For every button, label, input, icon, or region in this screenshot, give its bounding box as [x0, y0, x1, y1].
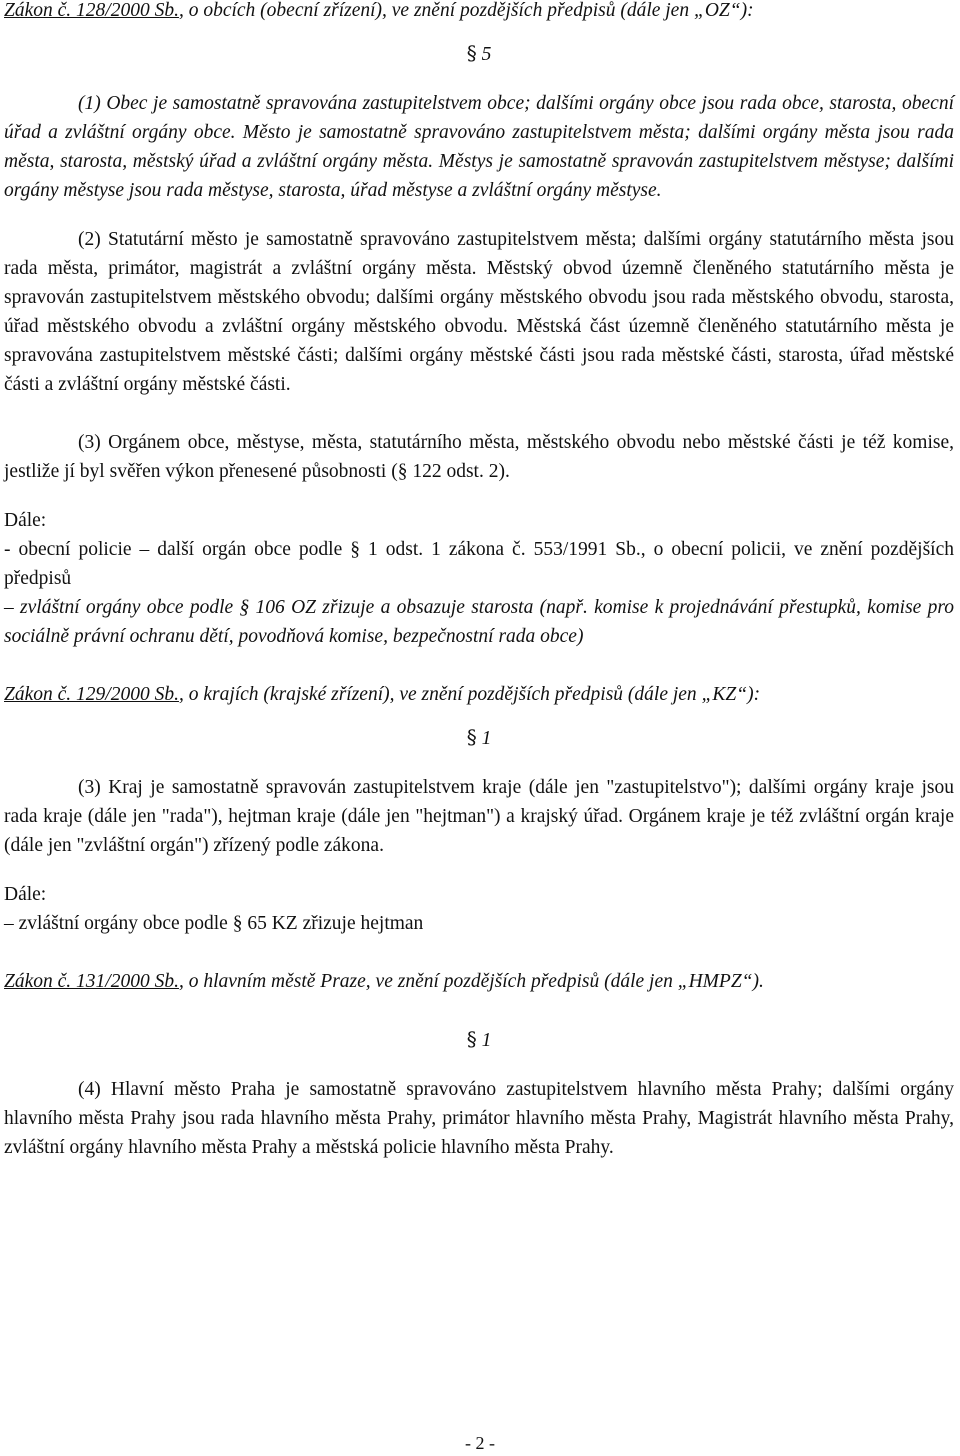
law-oz-list-item-1: - obecní policie – další orgán obce podle § 1 odst. 1 zákona č. 553/1991 Sb., o obecní policii, ve znění pozdějších předpisů [4, 539, 954, 589]
law-oz-section-number: 5 [481, 44, 492, 65]
law-kz-paragraph-3: (3) Kraj je samostatně spravován zastupitelstvem kraje (dále jen "zastupitelstvo"); dalšími orgány kraje jsou rada kraje (dále jen "rada"), hejtman kraje (dále jen "hejtman") a krajský úřad. Orgánem kraje je též zvláštní orgán kraje (dále jen "zvláštní orgán") zřízený podle zákona. [4, 777, 954, 856]
law-hmpz-paragraph-4: (4) Hlavní město Praha je samostatně spravováno zastupitelstvem hlavního města Prahy; dalšími orgány hlavního města Prahy jsou rada hlavního města Prahy, primátor hlavního města Prahy, Magistrát hlavního města Prahy, zvláštní orgány hlavního města Prahy a městská policie hlavního města Prahy. [4, 1079, 954, 1158]
law-hmpz-desc: , o hlavním městě Praze, ve znění pozdějších předpisů (dále jen [178, 971, 673, 992]
law-oz-title[interactable]: Zákon č. 128/2000 Sb. [4, 0, 179, 21]
law-kz-list-item-1: – zvláštní orgány obce podle § 65 KZ zřizuje hejtman [4, 913, 424, 934]
law-oz-paragraph-2: (2) Statutární město je samostatně spravováno zastupitelstvem města; dalšími orgány statutárního města jsou rada města, primátor, magistrát a zvláštní orgány města. Městský obvod územně členěného statutárního města je spravován zastupitelstvem městského obvodu; dalšími orgány městského obvodu jsou rada městského obvodu, starosta, úřad městského obvodu a zvláštní orgány městského obvodu. Městská část územně členěného statutárního města je spravována zastupitelstvem městské části; dalšími orgány městské části jsou rada městské části, starosta, úřad městské části a zvláštní orgány městské části. [4, 229, 954, 395]
section-sign-icon: § [466, 725, 477, 749]
law-oz-heading [4, 0, 954, 25]
law-kz-section-number: 1 [481, 728, 492, 749]
law-kz-section [4, 723, 954, 753]
law-hmpz-abbr: „HMPZ“). [677, 971, 764, 992]
law-kz-heading [4, 680, 954, 709]
law-oz-abbr: „OZ“): [693, 0, 754, 21]
law-oz-desc: , o obcích (obecní zřízení), ve znění pozdějších předpisů (dále jen [178, 0, 690, 21]
law-hmpz-heading [4, 967, 954, 996]
law-hmpz-title[interactable]: Zákon č. 131/2000 Sb. [4, 971, 179, 992]
section-sign-icon: § [466, 41, 477, 65]
section-sign-icon: § [466, 1027, 477, 1051]
law-kz-abbr: „KZ“): [701, 684, 761, 705]
law-oz-section [4, 39, 954, 69]
page-number: - 2 - [465, 1433, 495, 1453]
law-kz-dale-label: Dále: [4, 884, 47, 905]
law-oz-paragraph-3: (3) Orgánem obce, městyse, města, statutárního města, městského obvodu nebo městské části je též komise, jestliže jí byl svěřen výkon přenesené působnosti (§ 122 odst. 2). [4, 432, 954, 482]
law-hmpz-section [4, 1025, 954, 1055]
document-page [4, 0, 954, 1162]
law-oz-list-item-2: – zvláštní orgány obce podle § 106 OZ zřizuje a obsazuje starosta (např. komise k projednávání přestupků, komise pro sociálně právní ochranu dětí, povodňová komise, bezpečnostní rada obce) [4, 597, 954, 647]
law-kz-desc: , o krajích (krajské zřízení), ve znění pozdějších předpisů (dále jen [178, 684, 697, 705]
law-hmpz-section-number: 1 [481, 1030, 492, 1051]
law-oz-dale-label: Dále: [4, 510, 47, 531]
law-kz-title[interactable]: Zákon č. 129/2000 Sb. [4, 684, 179, 705]
law-oz-paragraph-1: (1) Obec je samostatně spravována zastupitelstvem obce; dalšími orgány obce jsou rada obce, starosta, obecní úřad a zvláštní orgány obce. Město je samostatně spravováno zastupitelstvem města; dalšími orgány města jsou rada města, starosta, městský úřad a zvláštní orgány města. Městys je samostatně spravován zastupitelstvem městyse; dalšími orgány městyse jsou rada městyse, starosta, úřad městyse a zvláštní orgány městyse. [4, 93, 954, 201]
